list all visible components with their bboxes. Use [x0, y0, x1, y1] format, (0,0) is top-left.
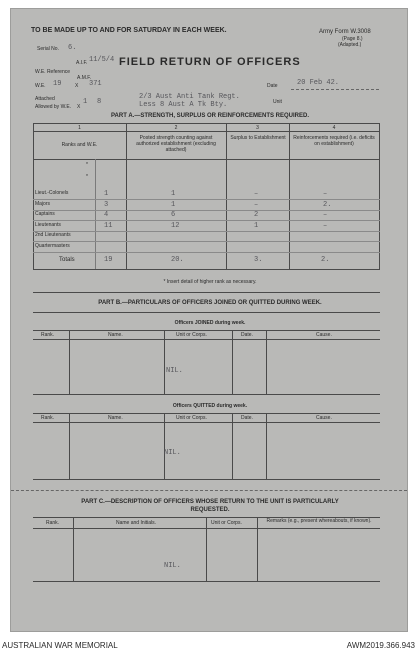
we-cell: 4 — [104, 211, 109, 219]
quitted-col-unit: Unit or Corps. — [176, 415, 207, 421]
surplus-cell: – — [254, 190, 259, 198]
part-b-title: PART B.—PARTICULARS OF OFFICERS JOINED OR QUITTED DURING WEEK. — [98, 300, 322, 306]
form-paper — [10, 8, 408, 632]
col-head-reinf: Reinforcements required (i.e. deficits on establishment) — [293, 135, 375, 147]
unit-line-2: Less 8 Aust A Tk Bty. — [139, 101, 228, 109]
joined-col-cause: Cause. — [316, 332, 332, 338]
row-rule — [33, 210, 380, 211]
joined-col-name: Name. — [108, 332, 123, 338]
totals-label: Totals — [59, 257, 75, 263]
col-head-surplus: Surplus to Establishment — [230, 135, 286, 141]
rank-label: 2nd Lieutenants — [35, 232, 71, 238]
part-c-nil: NIL. — [164, 562, 181, 570]
date-label: Date — [267, 83, 278, 89]
rank-label: Majors — [35, 200, 51, 207]
attached-label: Attached — [35, 96, 55, 102]
col-num-3: 3 — [256, 125, 259, 131]
attached-val-1: 1 — [83, 98, 88, 106]
totals-we: 19 — [104, 256, 113, 264]
row-rule — [33, 241, 380, 242]
footnote: * Insert detail of higher rank as necessary. — [163, 279, 257, 285]
reinf-cell: – — [323, 221, 328, 230]
we-cell: 3 — [104, 200, 109, 209]
unit-label: Unit — [273, 99, 282, 105]
amf-label: A.M.F. — [77, 75, 92, 81]
joined-col-unit: Unit or Corps. — [176, 332, 207, 338]
posted-cell: 1 — [171, 190, 176, 198]
footer-left: AUSTRALIAN WAR MEMORIAL — [2, 641, 118, 650]
footer-right: AWM2019.366.943 — [346, 641, 415, 650]
we-value-2: 371 — [89, 80, 102, 88]
quitted-col-cause: Cause. — [316, 415, 332, 421]
allowed-label: Allowed by W.E. — [35, 104, 72, 110]
star-2: * — [86, 174, 88, 180]
c-col-name: Name and Initials. — [116, 520, 157, 526]
col-num-1: 1 — [78, 125, 81, 131]
we-label: W.E. — [35, 83, 46, 89]
row-rule — [33, 220, 380, 221]
posted-cell: 12 — [171, 221, 180, 230]
joined-col-rank: Rank. — [41, 332, 55, 338]
star-1: * — [86, 162, 88, 168]
serial-label: Serial No. — [37, 46, 59, 52]
aif-value: 11/5/4 — [89, 56, 115, 64]
part-a-title: PART A.—STRENGTH, SURPLUS OR REINFORCEMENTS REQUIRED. — [110, 113, 309, 119]
joined-title: Officers JOINED during week. — [174, 320, 246, 326]
we-cell: 11 — [104, 221, 113, 230]
col-head-ranks: Ranks and W.E. — [61, 142, 98, 148]
rank-label: Lieutenants — [35, 221, 61, 228]
we-ref-label: W.E. Reference — [35, 69, 71, 75]
c-col-rank: Rank. — [46, 520, 60, 526]
totals-surplus: 3. — [254, 256, 263, 264]
rank-label: Captains — [35, 211, 55, 217]
form-number: Army Form W.3008 — [319, 29, 371, 35]
footer-bar — [0, 640, 419, 653]
posted-cell: 6 — [171, 211, 176, 219]
quitted-col-name: Name. — [108, 415, 123, 421]
adapted-note: (Adapted.) — [338, 42, 362, 48]
quitted-nil: NIL. — [164, 449, 181, 457]
totals-reinf: 2. — [321, 256, 330, 264]
part-c-title-1: PART C.—DESCRIPTION OF OFFICERS WHOSE RETURN TO THE UNIT IS PARTICULARLY — [81, 499, 339, 505]
date-value: 20 Feb 42. — [297, 79, 340, 87]
reinf-cell: 2. — [323, 200, 332, 209]
rank-label: Quartermasters — [35, 242, 70, 249]
posted-cell: 1 — [171, 200, 176, 209]
x-mark: X — [75, 83, 79, 89]
page-title: FIELD RETURN OF OFFICERS — [119, 56, 301, 68]
col-num-4: 4 — [332, 125, 336, 131]
unit-line-1: 2/3 Aust Anti Tank Regt. — [139, 93, 240, 101]
quitted-title: Officers QUITTED during week. — [172, 403, 248, 409]
quitted-col-date: Date. — [241, 415, 253, 421]
rank-label: Lieut.-Colonels — [35, 190, 69, 196]
reinf-cell: – — [323, 190, 328, 198]
row-rule — [33, 252, 380, 253]
page-ref: (Page 8.) — [342, 36, 363, 42]
aif-label: A.I.F. — [76, 60, 88, 66]
we-value-1: 19 — [53, 80, 62, 88]
row-rule — [33, 231, 380, 232]
c-col-unit: Unit or Corps. — [211, 520, 242, 526]
joined-col-date: Date. — [241, 332, 253, 338]
we-cell: 1 — [104, 190, 109, 198]
attached-val-2: 8 — [97, 98, 102, 106]
totals-posted: 20. — [171, 256, 184, 264]
part-c-title-2: REQUESTED. — [190, 507, 230, 513]
surplus-cell: 2 — [254, 211, 259, 219]
col-num-2: 2 — [174, 125, 178, 131]
col-head-posted: Posted strength counting against authorized establishment (excluding attached) — [136, 135, 216, 153]
serial-value: 6. — [68, 44, 77, 52]
quitted-col-rank: Rank. — [41, 415, 55, 421]
c-col-remarks: Remarks (e.g., present whereabouts, if known). — [266, 518, 372, 524]
x-mark-2: X — [77, 104, 81, 110]
instruction-text: TO BE MADE UP TO AND FOR SATURDAY IN EACH WEEK. — [31, 27, 227, 34]
reinf-cell: – — [323, 211, 328, 219]
joined-nil: NIL. — [166, 367, 183, 375]
surplus-cell: 1 — [254, 221, 259, 230]
surplus-cell: – — [254, 200, 259, 209]
